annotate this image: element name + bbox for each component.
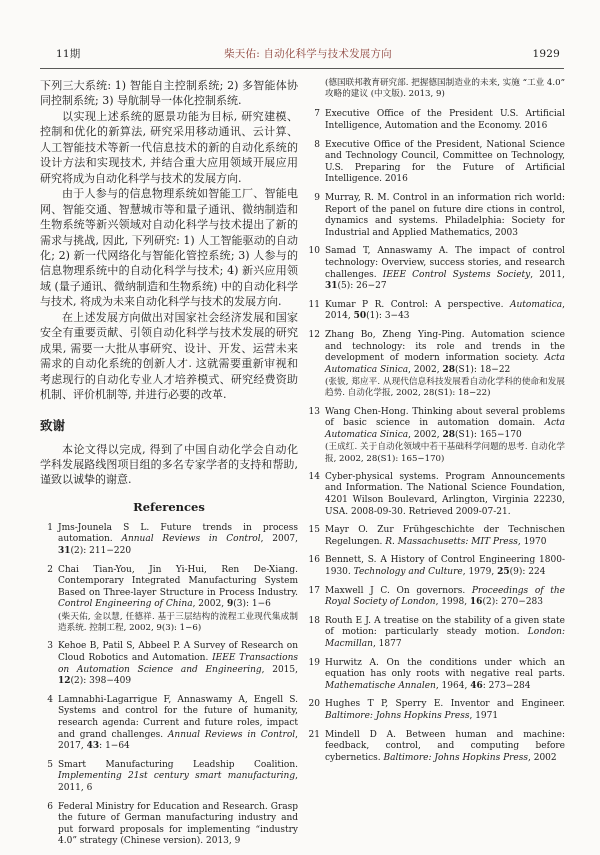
reference-text: Murray, R. M. Control in an information rich world: Report of the panel on future dire ctions in control, dynamics and systems. Philadelphia: Society for Industrial and Applied Mathematics, 2003 xyxy=(325,192,565,238)
running-title: 柴天佑: 自动化科学与技术发展方向 xyxy=(224,48,392,60)
reference-number: 8 xyxy=(314,139,320,150)
reference-item xyxy=(307,109,565,132)
reference-number: 10 xyxy=(308,246,320,257)
reference-item xyxy=(40,802,298,848)
reference-number: 9 xyxy=(314,192,320,203)
reference-item xyxy=(307,407,565,465)
reference-item xyxy=(307,616,565,651)
reference-item xyxy=(307,699,565,722)
reference-number: 19 xyxy=(308,657,320,668)
reference-item xyxy=(307,586,565,609)
reference-text: Federal Ministry for Education and Research. Grasp the future of German manufacturing industry and put forward proposals for implementing “industry 4.0” strategy (Chinese version). 2013, 9 xyxy=(58,801,298,847)
body-paragraph: 以实现上述系统的愿景功能为目标, 研究建模、控制和优化的新算法, 研究采用移动通讯、云计算、人工智能技术等新一代信息技术的新的自动化系统的设计方法和实现技术, 并结合重大应用领域开展应用研究将成为自动化科学与技术的发展方向. xyxy=(40,109,298,185)
reference-text: Kehoe B, Patil S, Abbeel P. A Survey of Research on Cloud Robotics and Automation. IEEE Transactions on Automation Science and Engineering, 2015, 12(2): 398−409 xyxy=(58,641,298,687)
reference-cn-text: (柴天佑, 金以慧, 任德祥. 基于三层结构的流程工业现代集成制造系统. 控制工程, 2002, 9(3): 1−6) xyxy=(58,612,298,634)
reference-number: 11 xyxy=(308,299,320,310)
reference-text: Chai Tian-You, Jin Yi-Hui, Ren De-Xiang. Contemporary Integrated Manufacturing System Based on Three-layer Structure in Process Industry. Control Engineering of China, 2002, 9(3): 1−6 (柴天佑, 金以慧, 任德祥. 基于三层结构的流程工业现代集成制造系统. 控制工程, 2002, 9(3): 1−6) xyxy=(58,564,298,634)
reference-number: 7 xyxy=(314,109,320,120)
reference-number: 18 xyxy=(308,615,320,626)
reference-text: Maxwell J C. On governors. Proceedings of the Royal Society of London, 1998, 16(2): 270−283 xyxy=(325,585,565,608)
reference-number: 4 xyxy=(47,694,53,705)
body-paragraph: 由于人参与的信息物理系统如智能工厂、智能电网、智能交通、智慧城市等和量子通讯、微纳制造和生物系统等新兴领域对自动化科学与技术提出了新的需求与挑战, 因此, 下列研究: 1) 人工智能驱动的自动化; 2) 新一代网络化与智能化管控系统; 3) 人参与的信息物理系统中的自动化科学与技术; 4) 新兴应用领域 (量子通讯、微纳制造和生物系统) 中的自动化科学与技术, 将成为未来自动化科学与技术的发展方向. xyxy=(40,187,298,309)
reference-number: 20 xyxy=(308,699,320,710)
reference-text: Jms-Jounela S L. Future trends in process automation. Annual Reviews in Control, 2007, 31(2): 211−220 xyxy=(58,522,299,557)
reference-text: Routh E J. A treatise on the stability of a given state of motion: particularly steady motion. London: Macmillan, 1877 xyxy=(325,615,565,649)
reference-text: Kumar P R. Control: A perspective. Automatica, 2014, 50(1): 3−43 xyxy=(325,299,565,322)
reference-number: 6 xyxy=(47,801,53,812)
acknowledgment-paragraph: 本论文得以完成, 得到了中国自动化学会自动化学科发展路线图项目组的多名专家学者的支持和帮助, 谨致以诚挚的谢意. xyxy=(40,442,298,487)
reference-text: Cyber-physical systems. Program Announcements and Information. The National Science Foundation, 4201 Wilson Boulevard, Arlington, Virginia 22230, USA. 2008-09-30. Retrieved 2009-07-21. xyxy=(325,471,565,517)
reference-text: Bennett, S. A History of Control Engineering 1800-1930. Technology and Culture, 1979, 25(9): 224 xyxy=(325,555,565,578)
reference-text: Mindell D A. Between human and machine: feedback, control, and computing before cybernetics. Baltimore: Johns Hopkins Press, 2002 xyxy=(325,729,565,763)
reference-item xyxy=(307,330,565,400)
reference-text: Zhang Bo, Zheng Ying-Ping. Automation science and technology: its role and trends in the development of modern information society. Acta Automatica Sinica, 2002, 28(S1): 18−22 (张钹, 郑应平. 从现代信息科技发展看自动化学科的使命和发展趋势. 自动化学报, 2002, 28(S1): 18−22) xyxy=(325,329,565,399)
reference-text: Executive Office of the President U.S. Artificial Intelligence, Automation and the Economy. 2016 xyxy=(325,109,565,131)
reference-text: Samad T, Annaswamy A. The impact of control technology: Overview, success stories, and research challenges. IEEE Control Systems Society, 2011, 31(5): 26−27 xyxy=(325,246,565,292)
reference-item xyxy=(307,472,565,518)
reference-number: 5 xyxy=(47,759,53,770)
reference-item xyxy=(40,695,298,753)
references-heading: References xyxy=(133,499,205,514)
reference-item xyxy=(307,193,565,239)
reference-text: Hurwitz A. On the conditions under which an equation has only roots with negative real parts. Mathematische Annalen, 1964, 46: 273−284 xyxy=(325,657,565,691)
reference-item xyxy=(307,658,565,693)
page-number: 1929 xyxy=(532,48,560,60)
reference-number: 1 xyxy=(47,522,53,533)
reference-number: 15 xyxy=(308,525,320,536)
reference-text: Hughes T P, Sperry E. Inventor and Engineer. Baltimore: Johns Hopkins Press, 1971 xyxy=(325,699,565,721)
reference-item xyxy=(307,300,565,323)
page-header xyxy=(40,46,564,68)
reference-cn-continuation: (德国联邦教育研究部. 把握德国制造业的未来, 实施 “工业 4.0” 攻略的建议 (中文版). 2013, 9) xyxy=(325,78,565,100)
reference-number: 21 xyxy=(308,729,320,740)
reference-text: Mayr O. Zur Frühgeschichte der Technischen Regelungen. R. Massachusetts: MIT Press, 1970 xyxy=(325,525,565,547)
body-paragraph: 下列三大系统: 1) 智能自主控制系统; 2) 多智能体协同控制系统; 3) 导航制导一体化控制系统. xyxy=(40,79,298,108)
reference-text: Executive Office of the President, National Science and Technology Council, Committee on Technology, U.S. Preparing for the Future of Artificial Intelligence. 2016 xyxy=(325,139,565,185)
left-column xyxy=(40,78,298,855)
body-paragraphs xyxy=(40,78,298,403)
reference-number: 17 xyxy=(308,585,320,596)
reference-item xyxy=(307,246,565,292)
reference-text: Lamnabhi-Lagarrigue F, Annaswamy A, Engell S. Systems and control for the future of humanity, research agenda: Current and future roles, impact and grand challenges. Annual Reviews in Control, 2017, 43: 1−64 xyxy=(58,694,298,752)
right-column xyxy=(307,78,565,855)
reference-text: Wang Chen-Hong. Thinking about several problems of basic science in automation domain. Acta Automatica Sinica, 2002, 28(S1): 165−170 (王成红. 关于自动化领域中若干基础科学问题的思考. 自动化学报, 2002, 28(S1): 165−170) xyxy=(325,406,565,464)
two-column-body xyxy=(40,78,564,855)
references-list-left xyxy=(40,523,298,848)
reference-item xyxy=(307,525,565,548)
reference-number: 16 xyxy=(308,555,320,566)
header-rule xyxy=(40,68,564,69)
reference-item xyxy=(307,730,565,765)
reference-cn-text: (张钹, 郑应平. 从现代信息科技发展看自动化学科的使命和发展趋势. 自动化学报, 2002, 28(S1): 18−22) xyxy=(325,377,565,399)
references-list-right xyxy=(307,109,565,764)
reference-number: 3 xyxy=(47,641,53,652)
reference-item xyxy=(40,641,298,687)
reference-number: 12 xyxy=(308,329,320,340)
reference-number: 13 xyxy=(308,406,320,417)
reference-number: 2 xyxy=(47,564,53,575)
reference-item xyxy=(307,555,565,578)
reference-item xyxy=(40,565,298,635)
acknowledgment-heading: 致谢 xyxy=(40,417,66,433)
journal-issue: 11期 xyxy=(56,48,81,60)
reference-cn-text: (王成红. 关于自动化领域中若干基础科学问题的思考. 自动化学报, 2002, 28(S1): 165−170) xyxy=(325,442,565,464)
reference-item xyxy=(307,140,565,186)
reference-number: 14 xyxy=(308,471,320,482)
body-paragraph: 在上述发展方向做出对国家社会经济发展和国家安全有重要贡献、引领自动化科学与技术发展的研究成果, 需要一大批从事研究、设计、开发、运营未来需求的自动化系统的创新人才. 这就需要重新审视和考虑现行的自动化专业人才培养模式、研究经费资助机制、评价机制等, 并进行必要的改革. xyxy=(40,310,298,402)
reference-text: Smart Manufacturing Leadship Coalition. Implementing 21st century smart manufacturing, 2011, 6 xyxy=(58,759,298,793)
reference-item xyxy=(40,760,298,795)
reference-item xyxy=(40,523,298,558)
